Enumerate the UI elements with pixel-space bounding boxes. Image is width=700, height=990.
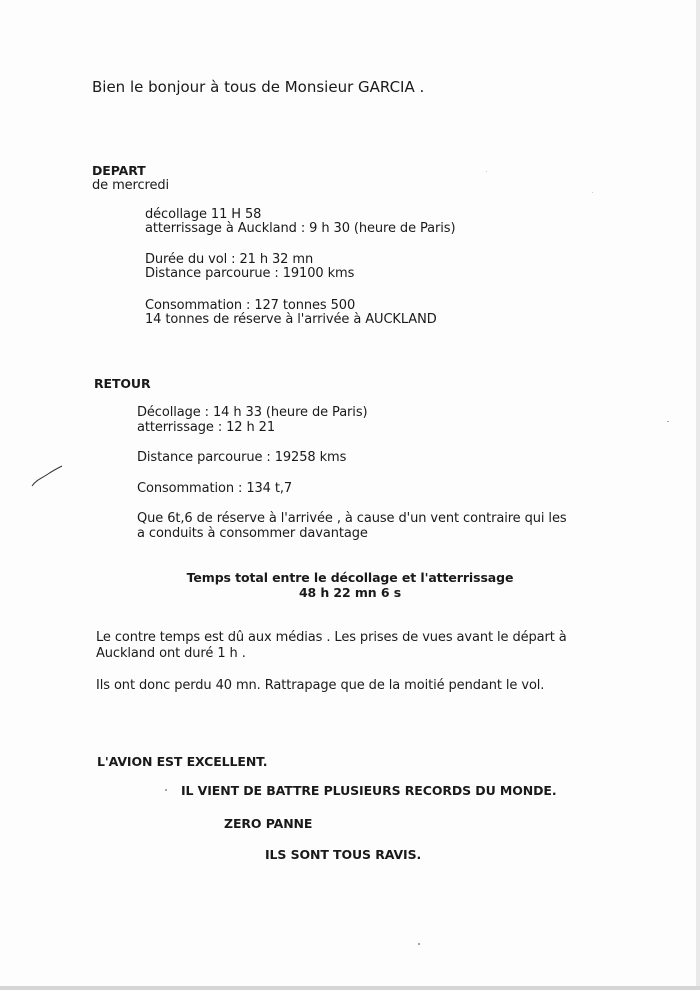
- pen-stroke-mark: [30, 464, 64, 488]
- closing-line2: IL VIENT DE BATTRE PLUSIEURS RECORDS DU MONDE.: [181, 783, 557, 798]
- depart-landing: atterrissage à Auckland : 9 h 30 (heure de Paris): [145, 221, 456, 236]
- delay-line2: Auckland ont duré 1 h .: [96, 646, 246, 661]
- scan-speck: [165, 789, 167, 791]
- retour-takeoff: Décollage : 14 h 33 (heure de Paris): [137, 405, 368, 420]
- closing-line4: ILS SONT TOUS RAVIS.: [265, 847, 422, 862]
- retour-distance: Distance parcourue : 19258 kms: [137, 450, 347, 465]
- lost-time-note: Ils ont donc perdu 40 mn. Rattrapage que de la moitié pendant le vol.: [96, 678, 545, 693]
- depart-duration: Durée du vol : 21 h 32 mn: [145, 252, 314, 267]
- greeting: Bien le bonjour à tous de Monsieur GARCIA .: [92, 78, 425, 96]
- scan-speck: [592, 192, 593, 193]
- depart-takeoff: décollage 11 H 58: [145, 207, 262, 222]
- depart-distance: Distance parcourue : 19100 kms: [145, 266, 355, 281]
- scan-edge-right: [696, 0, 700, 990]
- depart-reserve: 14 tonnes de réserve à l'arrivée à AUCKLAND: [145, 312, 437, 327]
- closing-line3: ZERO PANNE: [224, 816, 313, 831]
- depart-heading: DEPART: [92, 163, 146, 178]
- scan-speck: [667, 421, 669, 422]
- depart-subheading: de mercredi: [92, 178, 170, 193]
- retour-reserve-line1: Que 6t,6 de réserve à l'arrivée , à cause d'un vent contraire qui les: [137, 511, 567, 526]
- closing-line1: L'AVION EST EXCELLENT.: [97, 754, 268, 769]
- retour-heading: RETOUR: [94, 376, 151, 391]
- scan-speck: [486, 171, 487, 172]
- retour-consumption: Consommation : 134 t,7: [137, 481, 293, 496]
- retour-landing: atterrissage : 12 h 21: [137, 420, 276, 435]
- scan-speck: [418, 943, 420, 945]
- total-time-label: Temps total entre le décollage et l'atterrissage: [186, 570, 514, 585]
- total-time-value: 48 h 22 mn 6 s: [298, 585, 402, 600]
- depart-consumption: Consommation : 127 tonnes 500: [145, 298, 356, 313]
- retour-reserve-line2: a conduits à consommer davantage: [137, 526, 368, 541]
- delay-line1: Le contre temps est dû aux médias . Les prises de vues avant le départ à: [96, 630, 567, 645]
- scan-edge-bottom: [0, 986, 700, 990]
